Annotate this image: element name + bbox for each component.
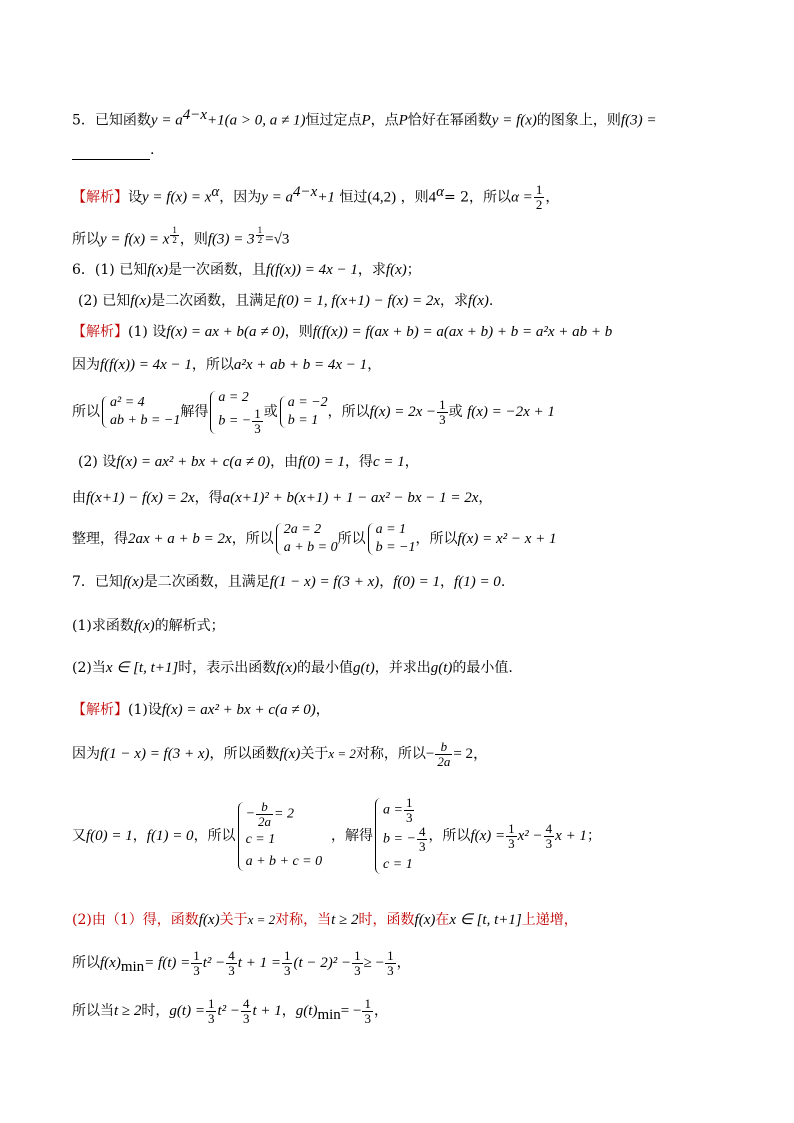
text: ， xyxy=(373,1003,388,1019)
text: 又 xyxy=(72,828,86,844)
formula: f(x) = ax + b(a ≠ 0) xyxy=(166,324,285,340)
text: (2) 设 xyxy=(78,454,117,470)
text: ； xyxy=(406,262,421,278)
fraction: $\frac{1}{3}$ xyxy=(207,995,215,1026)
exponent: 4−x xyxy=(293,184,318,200)
text: (2)当 xyxy=(72,660,106,676)
text: (2)由（1）得，函数 xyxy=(72,912,199,928)
text: ，所以 xyxy=(193,828,236,844)
formula: g(t) = xyxy=(169,1003,205,1019)
text: . xyxy=(500,574,506,590)
p6-question-1 xyxy=(72,260,421,280)
formula: f(x) xyxy=(468,293,489,309)
equation-system: − $\frac{b}{2a}$ = 2 c = 1 a + b + c = 0 xyxy=(236,800,323,873)
fraction: $\frac{1}{3}$ xyxy=(508,820,515,851)
formula: √3 xyxy=(273,231,290,248)
text: 对称，当 xyxy=(275,912,332,928)
p7-solution-6 xyxy=(72,993,388,1033)
var: P xyxy=(398,112,408,129)
text: ，求 xyxy=(357,262,386,278)
text: 时，函数 xyxy=(358,912,415,928)
formula: +1(a > 0, a ≠ 1) xyxy=(206,112,306,129)
text: ， xyxy=(132,828,147,844)
p6-solution-6 xyxy=(72,516,557,562)
text: ， xyxy=(396,955,411,971)
formula: f(3) = xyxy=(620,112,657,129)
formula: (t − 2)² − xyxy=(293,955,352,971)
text: ，所以 xyxy=(231,531,274,547)
formula: t ≥ 2 xyxy=(114,1003,142,1019)
text: (1)求函数 xyxy=(72,618,134,634)
formula: x² − xyxy=(517,828,543,844)
formula: f(1 − x) = f(3 + x) xyxy=(100,746,210,762)
formula: f(3) = 3 xyxy=(207,231,255,248)
formula: x = 2 xyxy=(328,746,356,761)
formula: f(x) xyxy=(147,262,169,278)
formula: t² − xyxy=(217,1003,240,1019)
text: 6．(1) 已知 xyxy=(72,262,148,278)
formula: f(x) xyxy=(279,746,301,762)
formula: x = 2 xyxy=(247,912,276,927)
subscript: min xyxy=(317,1006,341,1023)
text: ， xyxy=(478,490,493,506)
fraction: $\frac{1}{2}$ xyxy=(535,182,543,213)
fraction: $\frac{1}{3}$ xyxy=(283,947,291,978)
formula: t + 1 = xyxy=(237,955,281,971)
equation-system: a = −2 b = 1 xyxy=(278,394,328,430)
fraction: $\frac{4}{3}$ xyxy=(418,824,426,854)
p5-solution-1 xyxy=(72,182,559,212)
formula: x ∈ [t, t+1] xyxy=(449,912,522,928)
text: (1)设 xyxy=(128,702,162,718)
formula: f(x) xyxy=(198,912,220,928)
solution-tag: 【解析】 xyxy=(72,189,128,206)
text: ， xyxy=(404,454,419,470)
exponent: 4−x xyxy=(182,107,207,123)
equation-system: a = 2 b = − $\frac{1}{3}$ xyxy=(208,389,263,436)
formula: a²x + ab + b = 4x − 1 xyxy=(233,357,368,373)
formula: c = 1 xyxy=(372,454,405,470)
text: 的最小值 xyxy=(297,660,354,676)
formula: f(x) = x² − x + 1 xyxy=(457,531,557,547)
formula: t² − xyxy=(202,955,226,971)
text: ，所以 xyxy=(191,357,234,373)
text: ，解得 xyxy=(331,828,374,844)
p7-question-1 xyxy=(72,616,225,636)
text: 或 xyxy=(448,404,463,420)
text: (2) 已知 xyxy=(78,293,131,309)
text: 的最小值. xyxy=(452,660,513,676)
formula: 2ax + a + b = 2x xyxy=(128,531,232,547)
text: ，则 xyxy=(284,324,313,340)
text: 或 xyxy=(263,404,278,420)
formula: f(x) = xyxy=(470,828,506,844)
fraction: $\frac{1}{3}$ xyxy=(405,795,413,825)
formula: f(x) xyxy=(133,618,155,634)
formula: f(x) xyxy=(385,262,407,278)
text: 对称，所以 xyxy=(355,746,426,762)
p6-solution-4 xyxy=(78,452,419,472)
formula: y = f(x) = x xyxy=(142,189,212,206)
text: = 2，所以 xyxy=(443,189,512,206)
text: ，所以 xyxy=(415,531,458,547)
formula: t ≥ 2 xyxy=(331,912,359,928)
equation-system: a² = 4 ab + b = −1 xyxy=(100,394,180,430)
text: 5．已知函数 xyxy=(72,112,151,129)
fraction: $\frac{1}{3}$ xyxy=(364,995,371,1026)
text: 的解析式； xyxy=(154,618,225,634)
text: 是一次函数，且 xyxy=(168,262,267,278)
formula: +1 xyxy=(317,189,335,206)
text: 在 xyxy=(435,912,450,928)
fraction: $\frac{4}{3}$ xyxy=(545,820,553,851)
text: ，并求出 xyxy=(374,660,431,676)
text: 时， xyxy=(141,1003,170,1019)
p5-question xyxy=(72,105,656,131)
text: . xyxy=(488,293,494,309)
formula: − xyxy=(425,746,435,762)
formula: α = xyxy=(511,189,533,206)
text: ， xyxy=(545,189,560,206)
answer-blank xyxy=(72,159,150,160)
formula: f(f(x)) = 4x − 1 xyxy=(266,262,358,278)
text: ，所以函数 xyxy=(209,746,280,762)
formula: f(0) = 1, f(x+1) − f(x) = 2x xyxy=(277,293,441,309)
text: ， xyxy=(315,702,330,718)
text: 上递增， xyxy=(521,912,578,928)
formula: f(0) = 1 xyxy=(393,574,441,590)
fraction: $\frac{1}{3}$ xyxy=(193,947,200,978)
formula: (4,2) xyxy=(367,189,397,206)
p5-solution-2 xyxy=(72,226,289,250)
fraction: $\frac{1}{3}$ xyxy=(387,947,394,978)
p7-solution-3 xyxy=(72,776,601,896)
formula: f(x) xyxy=(130,293,152,309)
text: 因为 xyxy=(72,746,100,762)
text: 所以 xyxy=(72,404,100,420)
p7-solution-4 xyxy=(72,910,578,930)
p6-solution-5 xyxy=(72,488,492,508)
formula: t + 1 xyxy=(252,1003,282,1019)
formula: = xyxy=(265,231,274,248)
p7-solution-2 xyxy=(72,736,488,772)
formula: f(x) xyxy=(100,955,121,971)
fraction-exponent: 1 2 xyxy=(257,225,263,245)
formula: f(x) = ax² + bx + c(a ≠ 0) xyxy=(161,702,316,718)
formula: x + 1 xyxy=(555,828,587,844)
fraction: $\frac{4}{3}$ xyxy=(242,995,250,1026)
p7-solution-5 xyxy=(72,945,411,985)
formula: f(x+1) − f(x) = 2x xyxy=(86,490,195,506)
p6-solution-3 xyxy=(72,384,555,440)
text: 解得 xyxy=(180,404,209,420)
fraction: $\frac{1}{3}$ xyxy=(254,405,261,436)
formula: f(1) = 0 xyxy=(454,574,501,590)
formula: f(x) xyxy=(414,912,436,928)
formula: f(f(x)) = 4x − 1 xyxy=(100,357,192,373)
formula: y = a xyxy=(150,112,183,129)
text: 恒过定点 xyxy=(305,112,362,129)
text: ，则 xyxy=(179,231,208,248)
exponent: α xyxy=(211,184,220,200)
p7-question-2 xyxy=(72,658,513,678)
p6-solution-1 xyxy=(72,322,612,342)
formula: = 2， xyxy=(453,746,489,762)
equation-system: 2a = 2 a + b = 0 xyxy=(274,521,338,557)
solution-tag: 【解析】 xyxy=(72,702,128,718)
text: 所以 xyxy=(337,531,366,547)
fraction: $\frac{b}{2a}$ xyxy=(437,738,451,769)
fraction: $\frac{b}{2a}$ xyxy=(258,798,272,829)
formula: f(1 − x) = f(3 + x) xyxy=(269,574,380,590)
var: P xyxy=(361,112,371,129)
p7-question xyxy=(72,572,505,592)
formula: = − xyxy=(340,1003,362,1019)
formula: a(x+1)² + b(x+1) + 1 − ax² − bx − 1 = 2x xyxy=(222,490,479,506)
formula: y = f(x) xyxy=(491,112,537,129)
text: 时，表示出函数 xyxy=(178,660,277,676)
text: ，所以 xyxy=(428,828,471,844)
text: 恰好在幂函数 xyxy=(407,112,492,129)
text: 恒过 xyxy=(339,189,368,206)
formula: f(f(x)) = f(ax + b) = a(ax + b) + b = a²x + ab + b xyxy=(312,324,613,340)
formula: f(x) = −2x + 1 xyxy=(467,404,555,420)
formula: f(x) xyxy=(122,574,144,590)
formula: g(t) xyxy=(295,1003,318,1019)
text: ，点 xyxy=(370,112,399,129)
text: 由 xyxy=(72,490,86,506)
fraction-exponent: 1 2 xyxy=(172,225,177,245)
text: 是二次函数，且满足 xyxy=(151,293,278,309)
text: ，得 xyxy=(194,490,223,506)
text: ，求 xyxy=(440,293,469,309)
text: 是二次函数，且满足 xyxy=(143,574,270,590)
text: ， xyxy=(379,574,394,590)
formula: f(1) = 0 xyxy=(146,828,194,844)
solution-tag: 【解析】 xyxy=(72,324,128,340)
text: 所以当 xyxy=(72,1003,114,1019)
text: 所以 xyxy=(72,231,100,248)
text: 关于 xyxy=(300,746,329,762)
formula: g(t) xyxy=(430,660,453,676)
text: (1) 设 xyxy=(128,324,167,340)
text: ， xyxy=(281,1003,296,1019)
p6-question-2 xyxy=(78,291,493,311)
fraction: $\frac{1}{3}$ xyxy=(439,396,446,427)
text: ，由 xyxy=(270,454,299,470)
text: 7．已知 xyxy=(72,574,123,590)
formula: ≥ − xyxy=(363,955,385,971)
text: 整理，得 xyxy=(72,531,128,547)
exponent: α xyxy=(436,184,444,200)
formula: f(x) = 2x − xyxy=(369,404,437,420)
text: ，得 xyxy=(344,454,373,470)
formula: y = f(x) = x xyxy=(100,231,170,248)
equation-system: a = 1 b = −1 xyxy=(366,521,416,557)
formula: 4 xyxy=(428,189,437,206)
p7-solution-1 xyxy=(72,700,330,720)
formula: g(t) xyxy=(353,660,375,676)
formula: f(x) = ax² + bx + c(a ≠ 0) xyxy=(116,454,271,470)
text: ，则 xyxy=(400,189,429,206)
fraction: $\frac{1}{3}$ xyxy=(354,947,361,978)
text: ， xyxy=(367,357,382,373)
formula: x ∈ [t, t+1] xyxy=(105,660,179,676)
text: ，所以 xyxy=(327,404,370,420)
text: 所以 xyxy=(72,955,100,971)
subscript: min xyxy=(120,958,145,975)
formula: f(0) = 1 xyxy=(298,454,345,470)
text: 关于 xyxy=(219,912,248,928)
p6-solution-2 xyxy=(72,355,381,375)
text: 因为 xyxy=(72,357,100,373)
formula: = f(t) = xyxy=(144,955,191,971)
text: 的图象上，则 xyxy=(536,112,621,129)
text: ； xyxy=(586,828,601,844)
fraction: $\frac{4}{3}$ xyxy=(228,947,235,978)
formula: f(0) = 1 xyxy=(86,828,133,844)
equation-system: a = $\frac{1}{3}$ b = − $\frac{4}{3}$ c = 1 xyxy=(373,796,428,876)
text: ，因为 xyxy=(219,189,262,206)
formula: f(x) xyxy=(276,660,298,676)
text: 设 xyxy=(128,189,142,206)
p5-answer-blank: . xyxy=(72,140,154,160)
formula: y = a xyxy=(261,189,294,206)
text: ， xyxy=(440,574,455,590)
